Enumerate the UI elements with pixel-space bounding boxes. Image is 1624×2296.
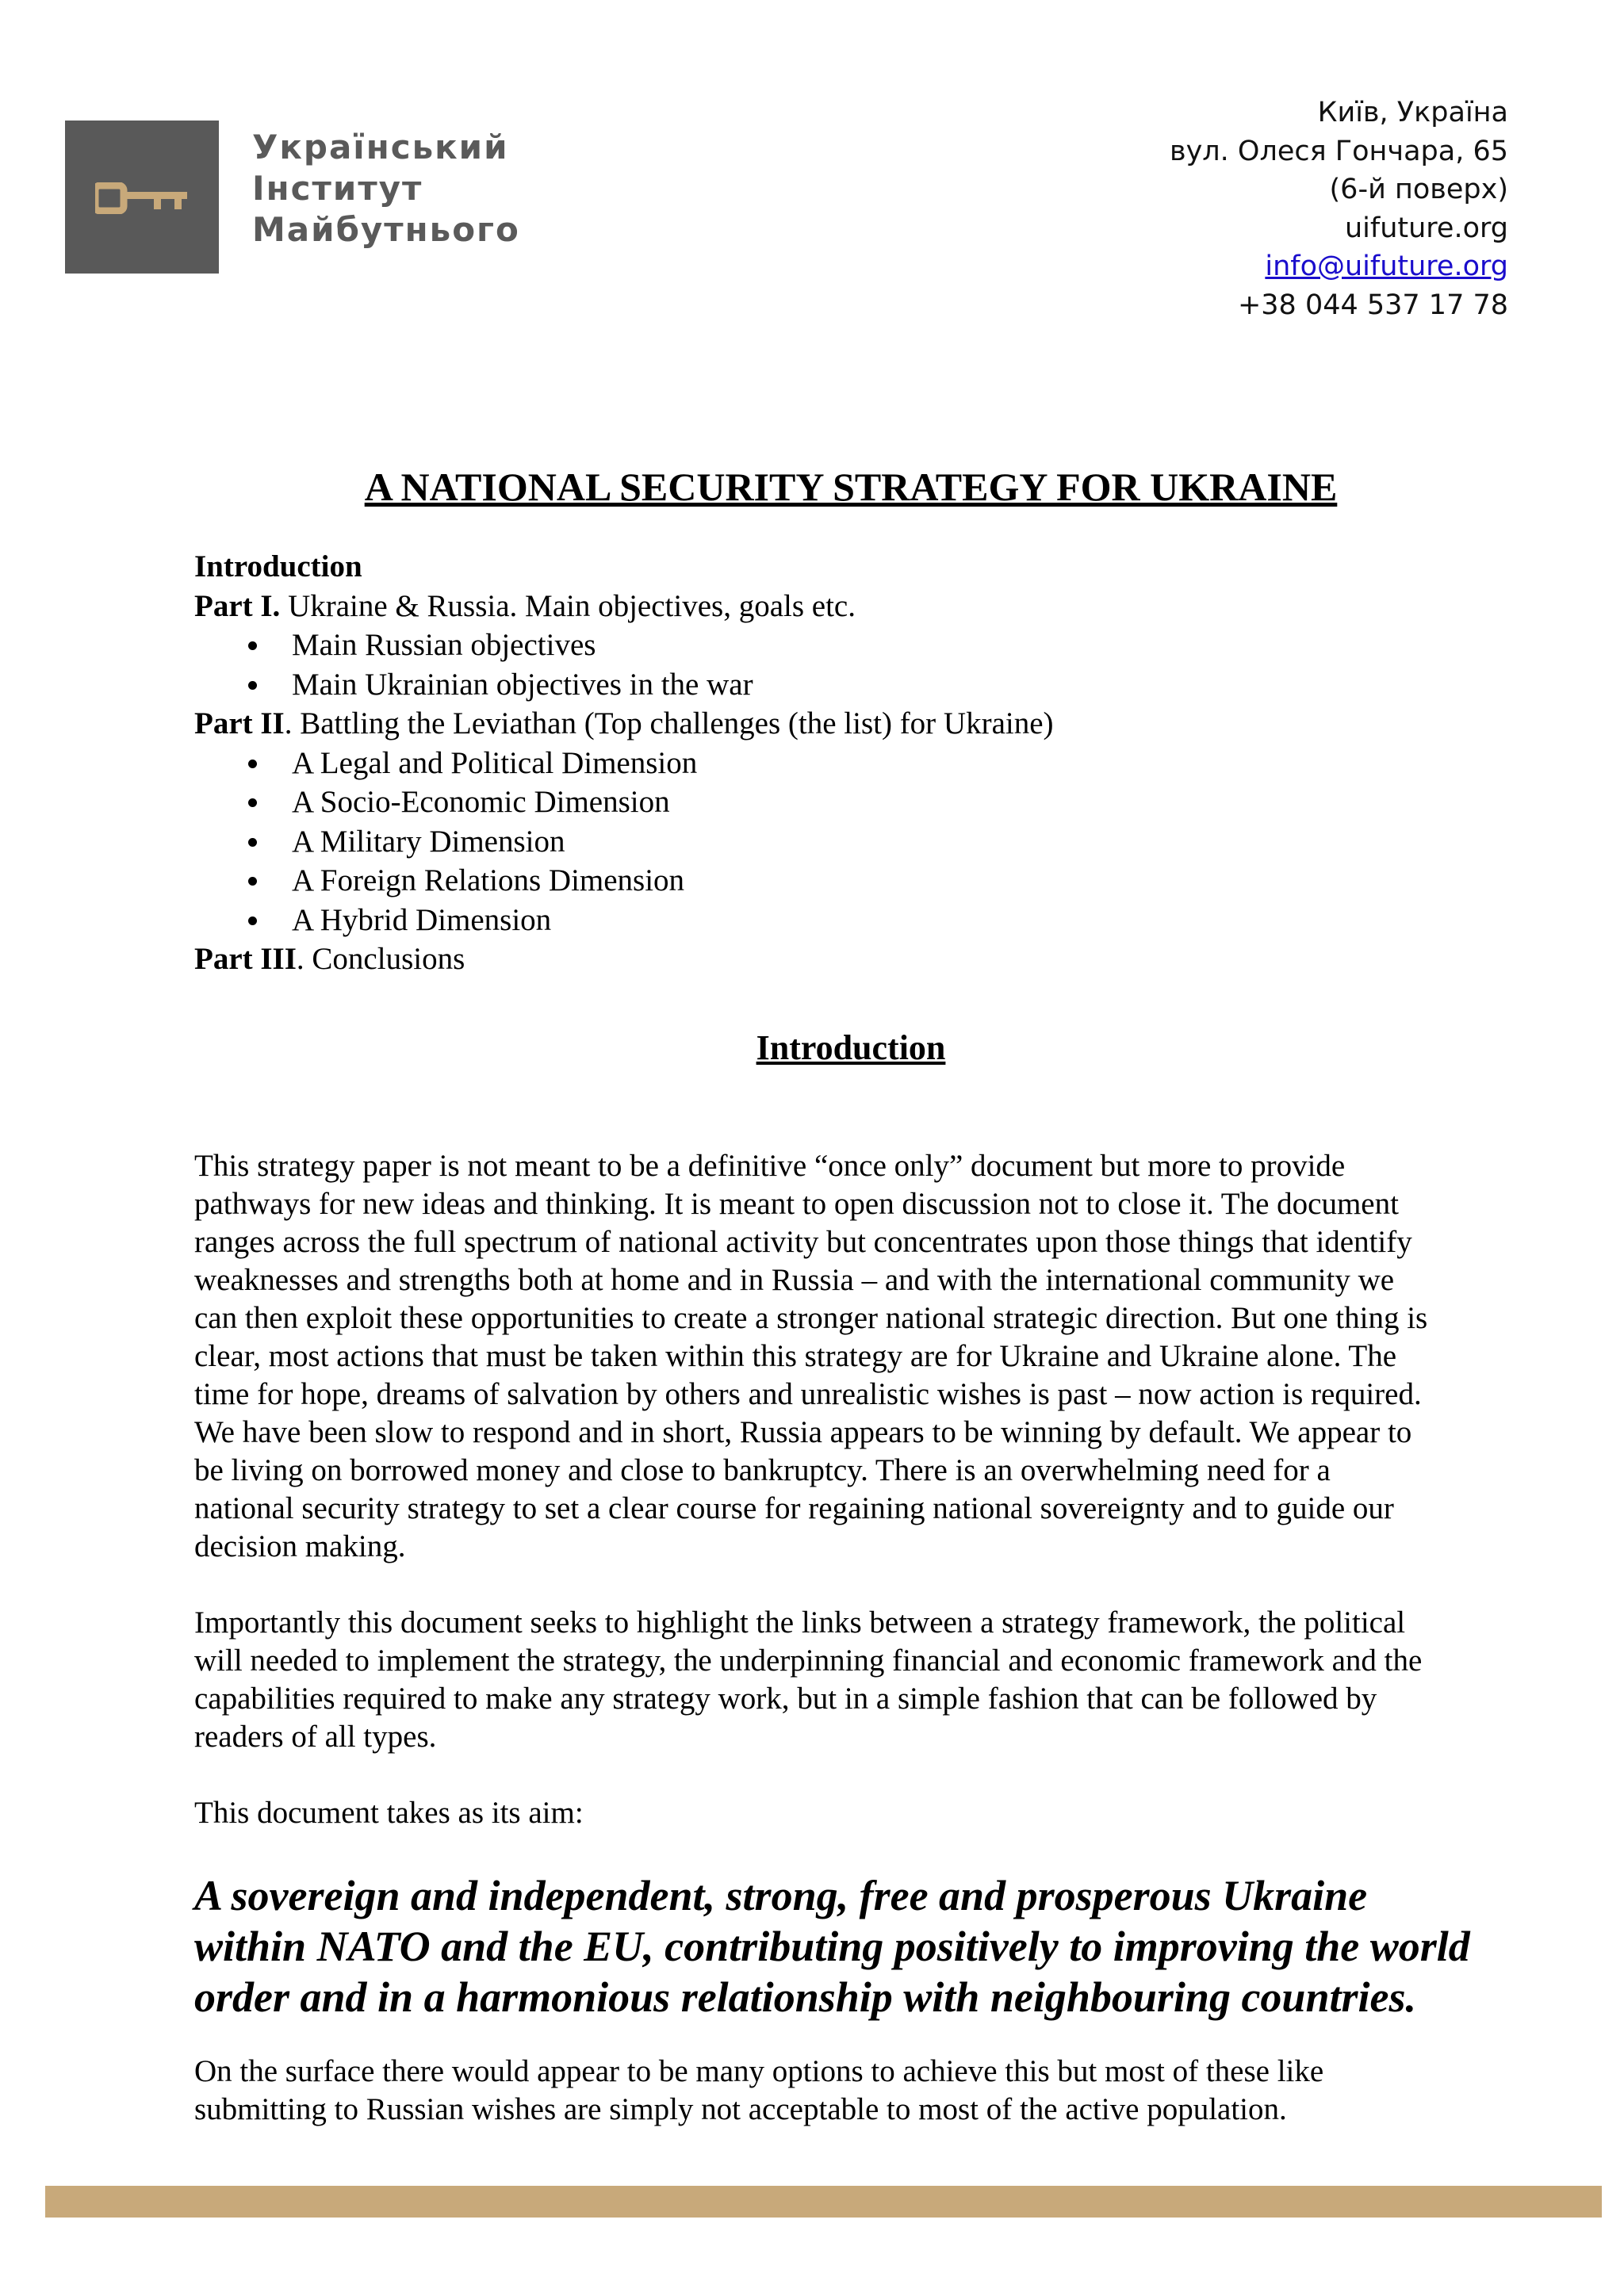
text-line: capabilities required to make any strategy work, but in a simple fashion that can be followed by (194, 1682, 1377, 1716)
text-line: be living on borrowed money and close to bankruptcy. There is an overwhelming need for a (194, 1453, 1331, 1487)
logo-line: Український (252, 128, 509, 166)
contact-email-link[interactable]: info@uifuture.org (1265, 251, 1508, 282)
aim-line: order and in a harmonious relationship with neighbouring countries. (194, 1973, 1416, 2021)
toc-part-label: Part III (194, 942, 297, 976)
text-line: ranges across the full spectrum of national activity but concentrates upon those things that identify (194, 1225, 1412, 1259)
contact-phone: +38 044 537 17 78 (1237, 289, 1508, 321)
key-icon (95, 182, 190, 214)
toc-item (194, 665, 1054, 705)
toc-item (194, 822, 1054, 862)
text-line: national security strategy to set a clear course for regaining national sovereignty and to guide our (194, 1491, 1394, 1525)
toc-item (194, 626, 1054, 665)
contact-city: Київ, Україна (1317, 97, 1508, 128)
toc-item-text: Main Ukrainian objectives in the war (292, 667, 753, 702)
toc-item (194, 901, 1054, 940)
document-title: A NATIONAL SECURITY STRATEGY FOR UKRAINE (364, 465, 1338, 509)
aim-line: within NATO and the EU, contributing positively to improving the world (194, 1923, 1470, 1970)
body-text (194, 1147, 1511, 2167)
toc-item (194, 861, 1054, 901)
text-line: time for hope, dreams of salvation by others and unrealistic wishes is past – now action is required. (194, 1377, 1422, 1411)
footer-bar (45, 2186, 1602, 2218)
text-line: can then exploit these opportunities to create a stronger national strategic direction. But one thing is (194, 1301, 1428, 1335)
toc-part-3 (194, 939, 1054, 979)
table-of-contents (194, 547, 1054, 979)
paragraph-2 (194, 1604, 1511, 1756)
contact-block (1170, 94, 1508, 324)
toc-item-text: A Hybrid Dimension (292, 902, 552, 937)
toc-part-text: . Battling the Leviathan (Top challenges (the list) for Ukraine) (284, 706, 1054, 740)
text-line: readers of all types. (194, 1720, 437, 1754)
toc-item-text: A Socio-Economic Dimension (292, 785, 670, 819)
text-line: will needed to implement the strategy, the underpinning financial and economic framework and the (194, 1644, 1423, 1678)
toc-item (194, 783, 1054, 822)
text-line: On the surface there would appear to be many options to achieve this but most of these like (194, 2054, 1324, 2088)
paragraph-3 (194, 1794, 1511, 1832)
logo-line: Майбутнього (252, 210, 520, 249)
text-line: pathways for new ideas and thinking. It is meant to open discussion not to close it. The document (194, 1187, 1399, 1221)
contact-floor: (6-й поверх) (1329, 174, 1508, 205)
logo-line: Інститут (252, 169, 423, 208)
introduction-heading: Introduction (756, 1028, 946, 1067)
toc-item-text: Main Russian objectives (292, 628, 596, 662)
contact-street: вул. Олеся Гончара, 65 (1169, 135, 1508, 167)
toc-part-2 (194, 704, 1054, 744)
toc-part-text: . Conclusions (296, 942, 465, 976)
contact-website: uifuture.org (1344, 212, 1508, 244)
toc-part-label: Part II (194, 706, 285, 740)
toc-part-label: Part I. (194, 588, 281, 623)
toc-introduction: Introduction (194, 549, 362, 584)
logo-wordmark (252, 127, 520, 251)
toc-part-text: Ukraine & Russia. Main objectives, goals etc. (280, 588, 856, 623)
text-line: submitting to Russian wishes are simply not acceptable to most of the active population. (194, 2092, 1287, 2126)
text-line: weaknesses and strengths both at home and in Russia – and with the international community we (194, 1263, 1395, 1297)
paragraph-4 (194, 2053, 1511, 2129)
aim-line: A sovereign and independent, strong, free and prosperous Ukraine (194, 1872, 1368, 1919)
toc-item-text: A Foreign Relations Dimension (292, 863, 685, 897)
toc-part-1 (194, 587, 1054, 626)
toc-item (194, 744, 1054, 783)
text-line: clear, most actions that must be taken within this strategy are for Ukraine and Ukraine alone. The (194, 1339, 1397, 1373)
text-line: We have been slow to respond and in short, Russia appears to be winning by default. We appear to (194, 1415, 1412, 1449)
text-line: This strategy paper is not meant to be a definitive “once only” document but more to provide (194, 1149, 1346, 1183)
text-line: decision making. (194, 1529, 406, 1563)
logo-mark (65, 121, 219, 274)
toc-item-text: A Legal and Political Dimension (292, 745, 698, 780)
text-line: This document takes as its aim: (194, 1796, 584, 1830)
text-line: Importantly this document seeks to highlight the links between a strategy framework, the political (194, 1605, 1406, 1640)
aim-statement (194, 1870, 1511, 2022)
toc-item-text: A Military Dimension (292, 824, 565, 859)
paragraph-1 (194, 1147, 1511, 1566)
